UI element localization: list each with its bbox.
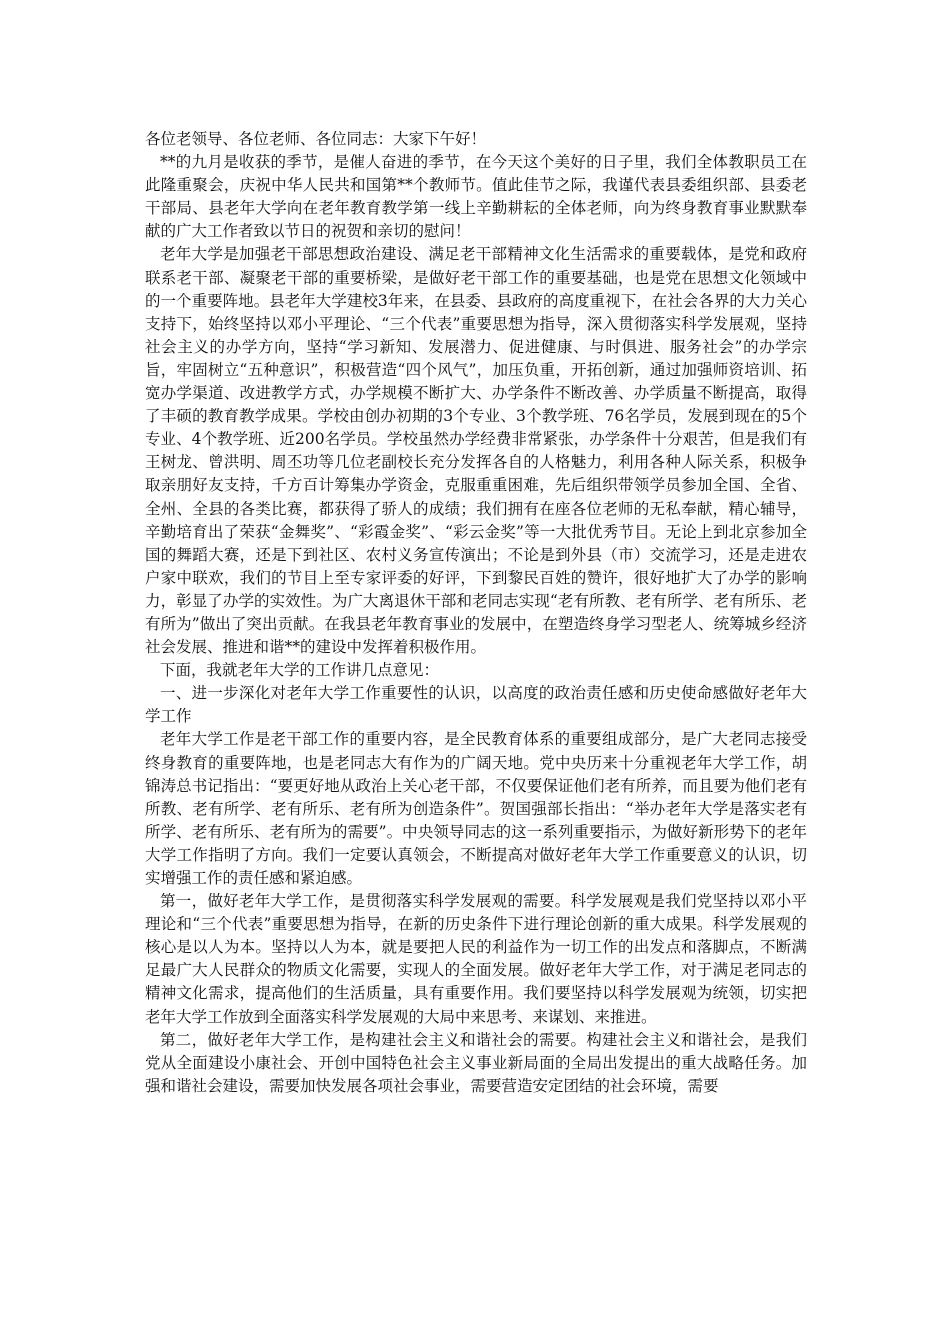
paragraph-achievements: 老年大学是加强老干部思想政治建设、满足老干部精神文化生活需求的重要载体，是党和政府联系老干部、凝聚老干部的重要桥梁，是做好老干部工作的重要基础，也是党在思想文化领域中的一个重要阵地。县老年大学建校3年来，在县委、县政府的高度重视下，在社会各界的大力关心支持下，始终坚持以邓小平理论、“三个代表”重要思想为指导，深入贯彻落实科学发展观，坚持社会主义的办学方向，坚持“学习新知、发展潜力、促进健康、与时俱进、服务社会”的办学宗旨，牢固树立“五种意识”，积极营造“四个风气”，加压负重，开拓创新，通过加强师资培训、拓宽办学渠道、改进教学方式，办学规模不断扩大、办学条件不断改善、办学质量不断提高，取得了丰硕的教育教学成果。学校由创办初期的3个专业、3个教学班、76名学员，发展到现在的5个专业、4个教学班、近200名学员。学校虽然办学经费非常紧张，办学条件十分艰苦，但是我们有王树龙、曾洪明、周丕功等几位老副校长充分发挥各自的人格魅力，利用各种人际关系，积极争取亲朋好友支持，千方百计筹集办学资金，克服重重困难，先后组织带领学员参加全国、全省、全州、全县的各类比赛，都获得了骄人的成绩；我们拥有在座各位老师的无私奉献，精心辅导，辛勤培育出了荣获“金舞奖”、“彩霞金奖”、“彩云金奖”等一大批优秀节目。无论上到北京参加全国的舞蹈大赛，还是下到社区、农村义务宣传演出；不论是到外县（市）交流学习，还是走进农户家中联欢，我们的节目上至专家评委的好评，下到黎民百姓的赞许，很好地扩大了办学的影响力，彰显了办学的实效性。为广大离退休干部和老同志实现“老有所教、老有所学、老有所乐、老有所为”做出了突出贡献。在我县老年教育事业的发展中，在塑造终身学习型老人、统筹城乡经济社会发展、推进和谐**的建设中发挥着积极作用。 — [145, 245, 807, 657]
paragraph-transition: 下面，我就老年大学的工作讲几点意见： — [160, 661, 440, 680]
paragraph-point-2: 第二，做好老年大学工作，是构建社会主义和谐社会的需要。构建社会主义和谐社会，是我们党从全面建设小康社会、开创中国特色社会主义事业新局面的全局出发提出的重大战略任务。加强和谐社会建设，需要加快发展各项社会事业，需要营造安定团结的社会环境，需要 — [145, 1030, 807, 1095]
paragraph-point-1: 第一，做好老年大学工作，是贯彻落实科学发展观的需要。科学发展观是我们党坚持以邓小平理论和“三个代表”重要思想为指导，在新的历史条件下进行理论创新的重大成果。科学发展观的核心是以人为本。坚持以人为本，就是要把人民的利益作为一切工作的出发点和落脚点，不断满足最广大人民群众的物质文化需要，实现人的全面发展。做好老年大学工作，对于满足老同志的精神文化需求，提高他们的生活质量，具有重要作用。我们要坚持以科学发展观为统领，切实把老年大学工作放到全面落实科学发展观的大局中来思考、来谋划、来推进。 — [145, 892, 807, 1026]
paragraph-opening: **的九月是收获的季节，是催人奋进的季节，在今天这个美好的日子里，我们全体教职员工在此隆重聚会，庆祝中华人民共和国第**个教师节。值此佳节之际，我谨代表县委组织部、县委老干部局、县老年大学向在老年教育教学第一线上辛勤耕耘的全体老师，向为终身教育事业默默奉献的广大工作者致以节日的祝贺和亲切的慰问！ — [145, 153, 807, 241]
paragraph-importance: 老年大学工作是老干部工作的重要内容，是全民教育体系的重要组成部分，是广大老同志接受终身教育的重要阵地，也是老同志大有作为的广阔天地。党中央历来十分重视老年大学工作，胡锦涛总书记指出：“要更好地从政治上关心老干部，不仅要保证他们老有所养，而且要为他们老有所教、老有所学、老有所乐、老有所为创造条件”。贺国强部长指出：“举办老年大学是落实老有所学、老有所乐、老有所为的需要”。中央领导同志的这一系列重要指示，为做好新形势下的老年大学工作指明了方向。我们一定要认真领会，不断提高对做好老年大学工作重要意义的认识，切实增强工作的责任感和紧迫感。 — [145, 730, 807, 887]
speech-body — [145, 128, 807, 1098]
greeting-line: 各位老领导、各位老师、各位同志：大家下午好！ — [145, 130, 487, 148]
section-heading-1: 一、进一步深化对老年大学工作重要性的认识，以高度的政治责任感和历史使命感做好老年大学工作 — [145, 684, 807, 726]
